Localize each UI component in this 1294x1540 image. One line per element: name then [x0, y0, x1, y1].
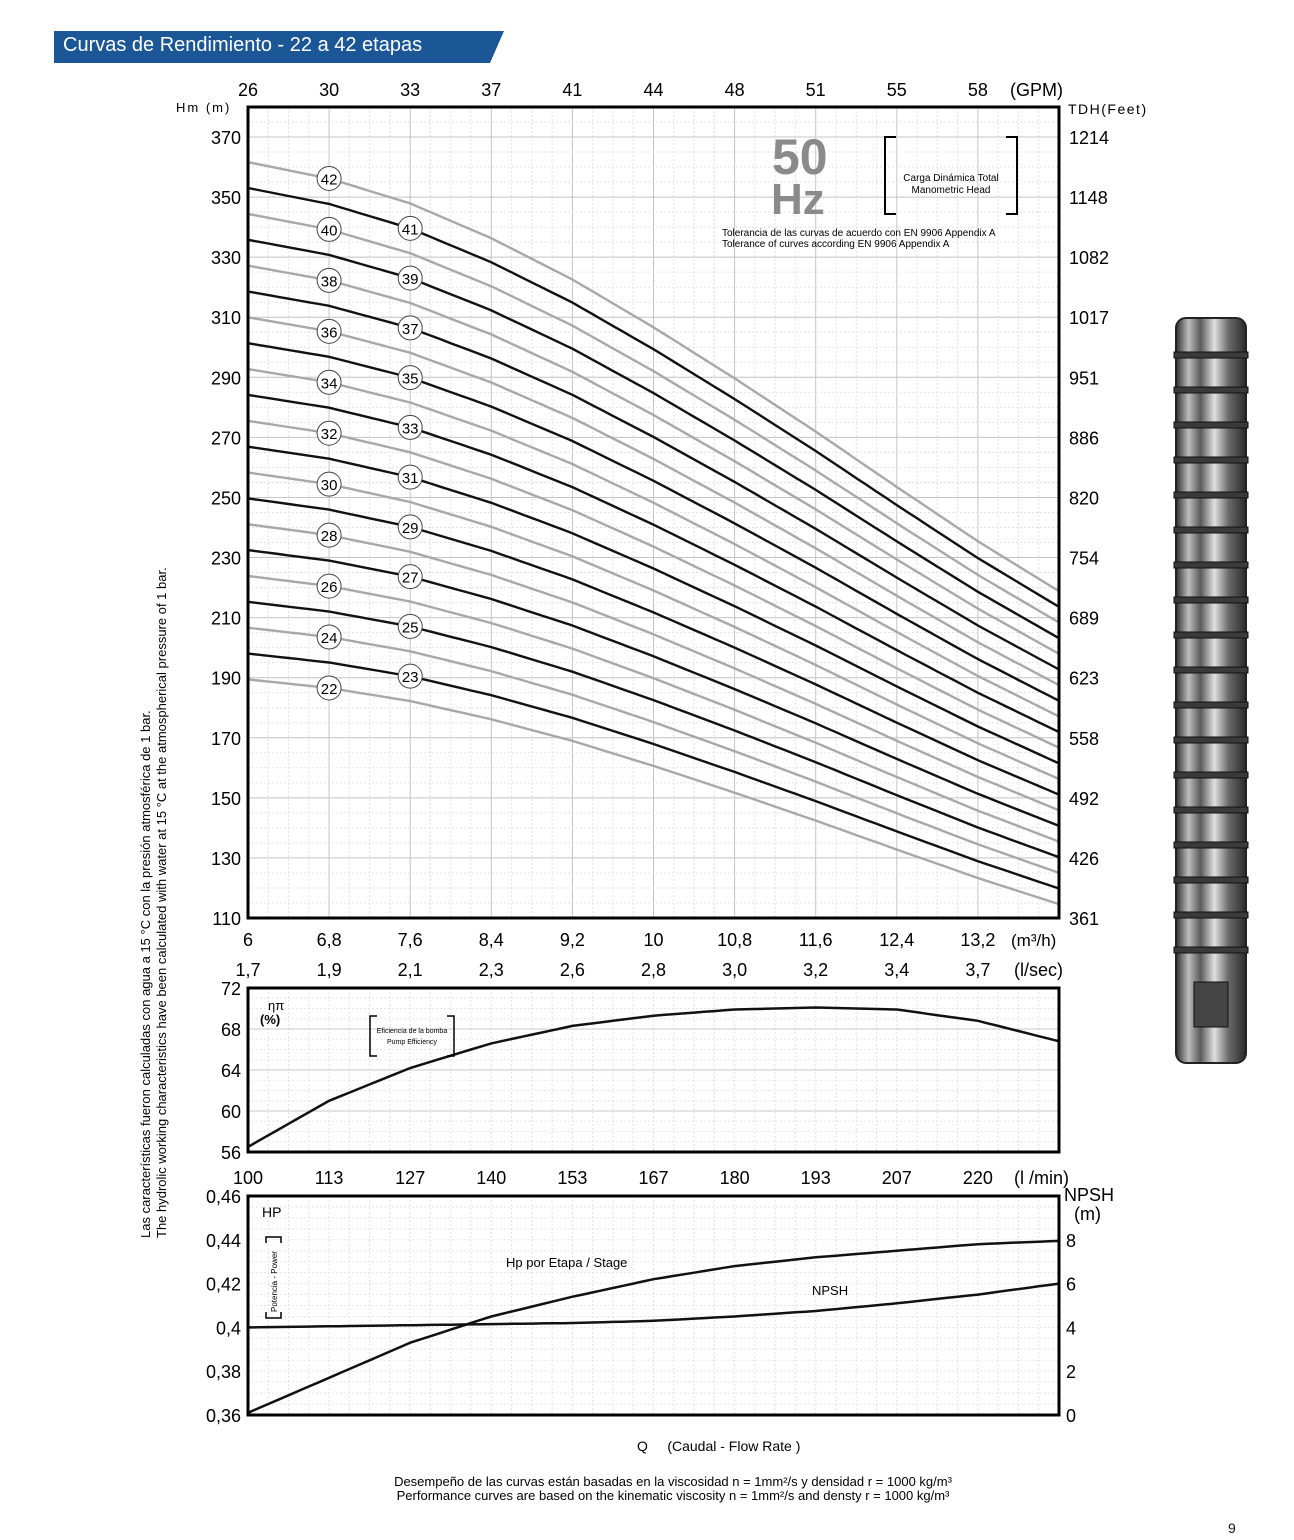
lps-unit-label: (l/sec)	[1014, 960, 1063, 980]
power-npsh-chart	[206, 1168, 1114, 1426]
hp-axis-label: HP	[262, 1204, 282, 1220]
side-note-line-2: The hydrolic working characteristics have been calculated with water at 15 °C at the atmospherical pressure of 1 bar.	[154, 567, 169, 1238]
x-tick-label: 11,6	[798, 930, 833, 950]
pump-ring	[1174, 842, 1248, 848]
stage-label: 33	[401, 420, 419, 438]
flow-lps-ticks	[235, 960, 990, 980]
y-tick-label: 130	[210, 848, 241, 869]
y-tick-label-right: 820	[1069, 488, 1100, 509]
stage-label: 39	[401, 271, 419, 289]
y-tick-label-right: 951	[1069, 368, 1100, 389]
power-y-ticks	[206, 1187, 241, 1426]
stage-label: 37	[401, 320, 419, 338]
y-tick-label: 290	[210, 368, 241, 389]
x-tick-label: 12,4	[879, 930, 915, 950]
y-tick-label: 170	[210, 728, 241, 749]
y-tick-label-right: 623	[1069, 668, 1100, 689]
y-tick-label-right: 1017	[1069, 308, 1110, 329]
lpm-tick-label: 220	[962, 1168, 993, 1188]
lpm-tick-label: 193	[800, 1168, 831, 1188]
y-tick-label: 56	[220, 1143, 241, 1163]
lpm-tick-label: 207	[881, 1168, 912, 1188]
pump-efficiency-label-2: Pump Efficiency	[386, 1039, 438, 1046]
stage-label: 27	[401, 569, 419, 587]
tolerance-note-1: Tolerancia de las curvas de acuerdo con EN 9906 Appendix A	[722, 228, 996, 239]
x-tick-label: 10,8	[717, 930, 753, 950]
y-tick-label-right: 886	[1069, 428, 1100, 449]
gpm-tick-label: 48	[724, 80, 745, 100]
lpm-tick-label: 180	[719, 1168, 750, 1188]
pump-ring	[1174, 807, 1248, 813]
npsh-tick-label: 4	[1066, 1318, 1077, 1339]
power-chart-grid	[248, 1196, 1059, 1415]
pump-ring	[1174, 422, 1248, 428]
side-note-line-1: Las características fueron calculadas con agua a 15 °C con la presión atmosférica de 1 bar.	[138, 710, 153, 1238]
lps-tick-label: 2,6	[559, 960, 585, 980]
pump-ring	[1174, 352, 1248, 358]
tolerance-note-2: Tolerance of curves according EN 9906 Appendix A	[722, 239, 950, 250]
y-tick-label-right: 361	[1069, 909, 1100, 929]
stage-label: 29	[401, 519, 419, 537]
y-tick-label-right: 492	[1069, 788, 1100, 809]
head-chart-y-ticks-right	[1069, 128, 1109, 929]
pump-ring	[1174, 877, 1248, 883]
x-tick-label: 6	[242, 930, 254, 950]
y-tick-label-right: 1082	[1069, 248, 1110, 269]
efficiency-symbol: ηπ	[268, 998, 285, 1013]
y-tick-label: 370	[210, 128, 241, 148]
x-tick-label: 8,4	[478, 930, 504, 950]
pump-ring	[1174, 947, 1248, 953]
stage-label: 38	[320, 273, 338, 291]
gpm-tick-label: 51	[805, 80, 826, 100]
x-tick-label: 13,2	[960, 930, 996, 950]
x-tick-label: 9,2	[559, 930, 585, 950]
manometric-head-label-1: Carga Dinámica Total	[903, 173, 999, 184]
pump-ring	[1174, 772, 1248, 778]
lpm-tick-label: 127	[395, 1168, 426, 1188]
y-tick-label: 250	[210, 488, 241, 509]
y-tick-label: 68	[220, 1020, 241, 1040]
y-tick-label-right: 1148	[1069, 188, 1108, 209]
x-tick-label: 7,6	[397, 930, 423, 950]
y-tick-label: 270	[210, 428, 241, 449]
y-tick-label: 330	[210, 248, 241, 269]
y-tick-label: 0,36	[205, 1406, 241, 1426]
stage-label: 32	[320, 426, 338, 444]
lpm-tick-label: 100	[232, 1168, 264, 1188]
y-tick-label: 210	[210, 608, 241, 629]
y-tick-label: 64	[220, 1061, 241, 1081]
y-tick-label: 310	[210, 308, 241, 329]
y-tick-label-right: 558	[1069, 728, 1100, 749]
stage-label: 26	[320, 579, 338, 597]
head-chart-y-ticks	[211, 128, 241, 929]
manometric-head-label-2: Manometric Head	[911, 185, 991, 196]
power-box-label: Potencia - Power	[270, 1251, 279, 1312]
flow-rate-label: Q (Caudal - Flow Rate )	[637, 1438, 801, 1454]
stage-label: 36	[320, 324, 338, 342]
stage-label: 40	[320, 222, 338, 240]
lpm-tick-label: 153	[557, 1168, 588, 1188]
npsh-y-ticks	[1066, 1231, 1076, 1426]
y-tick-label: 0,4	[215, 1318, 241, 1339]
gpm-tick-label: 44	[643, 80, 664, 100]
pump-ring	[1174, 737, 1248, 743]
lpm-tick-label: 140	[476, 1168, 507, 1188]
efficiency-chart-grid	[248, 988, 1059, 1152]
lpm-tick-label: 113	[314, 1168, 344, 1188]
y-tick-label: 0,44	[205, 1230, 241, 1251]
y-tick-label-right: 1214	[1069, 128, 1110, 148]
lps-tick-label: 3,2	[803, 960, 829, 980]
efficiency-unit: (%)	[260, 1012, 281, 1027]
frequency-unit: Hz	[771, 175, 825, 224]
pump-ring	[1174, 667, 1248, 673]
gpm-tick-label: 41	[562, 80, 583, 100]
lps-tick-label: 2,8	[640, 960, 667, 980]
lps-tick-label: 3,7	[965, 960, 991, 980]
lps-tick-label: 3,4	[884, 960, 910, 980]
stage-label: 24	[320, 630, 338, 648]
head-chart-x-ticks	[243, 930, 995, 950]
stage-label: 41	[401, 221, 419, 239]
footer-note-2: Performance curves are based on the kinematic viscosity n = 1mm²/s and densty r = 1000 kg/m³	[396, 1488, 950, 1503]
page-number: 9	[1228, 1520, 1236, 1536]
y-tick-label: 72	[220, 979, 241, 999]
pump-ring	[1174, 457, 1248, 463]
m3h-unit-label: (m³/h)	[1011, 931, 1057, 950]
pump-ring	[1174, 562, 1248, 568]
stage-label: 31	[401, 470, 419, 488]
y-tick-label-right: 689	[1069, 608, 1100, 629]
head-chart-x-ticks-top	[238, 80, 988, 100]
npsh-tick-label: 8	[1066, 1230, 1077, 1251]
pump-ring	[1174, 702, 1248, 708]
pump-ring	[1174, 912, 1248, 918]
stage-label: 23	[401, 669, 419, 687]
npsh-axis-label: NPSH	[1064, 1185, 1115, 1205]
pump-efficiency-label-1: Eficiencia de la bomba	[376, 1028, 448, 1035]
y-tick-label: 110	[212, 909, 241, 929]
gpm-tick-label: 55	[886, 80, 907, 100]
head-y-axis-label: Hm (m)	[176, 100, 232, 115]
x-tick-label: 10	[643, 930, 664, 950]
gpm-tick-label: 37	[481, 80, 502, 100]
x-tick-label: 6,8	[316, 930, 342, 950]
y-tick-label: 190	[210, 668, 241, 689]
y-tick-label: 350	[210, 188, 241, 209]
frequency-value: 50	[772, 129, 828, 185]
gpm-tick-label: 26	[237, 80, 259, 100]
stage-label: 34	[320, 375, 338, 393]
lpm-unit-label: (l /min)	[1014, 1168, 1069, 1188]
gpm-tick-label: 30	[319, 80, 340, 100]
lpm-tick-label: 167	[638, 1168, 669, 1188]
lpm-ticks	[233, 1168, 993, 1188]
lps-tick-label: 1,9	[316, 960, 342, 980]
y-tick-label: 60	[220, 1102, 241, 1122]
gpm-unit-label: (GPM)	[1010, 80, 1063, 100]
npsh-tick-label: 2	[1066, 1362, 1077, 1383]
footer-note-1: Desempeño de las curvas están basadas en la viscosidad n = 1mm²/s y densidad r = 1000 kg/m³	[394, 1474, 952, 1489]
pump-ring	[1174, 632, 1248, 638]
y-tick-label-right: 754	[1069, 548, 1100, 569]
lps-tick-label: 3,0	[722, 960, 748, 980]
stage-label: 22	[320, 680, 338, 698]
y-tick-label: 0,38	[205, 1362, 241, 1383]
pump-ring	[1174, 597, 1248, 603]
npsh-tick-label: 6	[1066, 1274, 1077, 1295]
page-title: Curvas de Rendimiento - 22 a 42 etapas	[63, 34, 423, 56]
stage-label: 25	[401, 619, 419, 637]
efficiency-y-ticks	[221, 979, 241, 1163]
npsh-axis-unit: (m)	[1074, 1204, 1101, 1224]
y-tick-label: 0,46	[205, 1187, 241, 1207]
npsh-series-label: NPSH	[812, 1283, 849, 1298]
y-tick-label: 0,42	[205, 1274, 241, 1295]
pump-illustration	[1172, 312, 1250, 1072]
head-chart	[176, 80, 1148, 980]
stage-label: 35	[401, 370, 419, 388]
efficiency-chart	[221, 979, 1059, 1163]
head-y-axis-label-right: TDH(Feet)	[1068, 101, 1148, 117]
lps-tick-label: 2,3	[478, 960, 504, 980]
npsh-tick-label: 0	[1066, 1406, 1077, 1426]
stage-label: 42	[320, 171, 338, 189]
stage-label: 28	[320, 528, 338, 546]
hp-series-label: Hp por Etapa / Stage	[506, 1255, 628, 1270]
gpm-tick-label: 58	[967, 80, 988, 100]
gpm-tick-label: 33	[400, 80, 421, 100]
lps-tick-label: 2,1	[397, 960, 423, 980]
y-tick-label-right: 426	[1069, 848, 1100, 869]
y-tick-label: 230	[210, 548, 241, 569]
pump-ring	[1174, 527, 1248, 533]
pump-ring	[1174, 492, 1248, 498]
y-tick-label: 150	[210, 788, 241, 809]
lps-tick-label: 1,7	[235, 960, 261, 980]
pump-ring	[1174, 387, 1248, 393]
stage-label: 30	[320, 477, 338, 495]
